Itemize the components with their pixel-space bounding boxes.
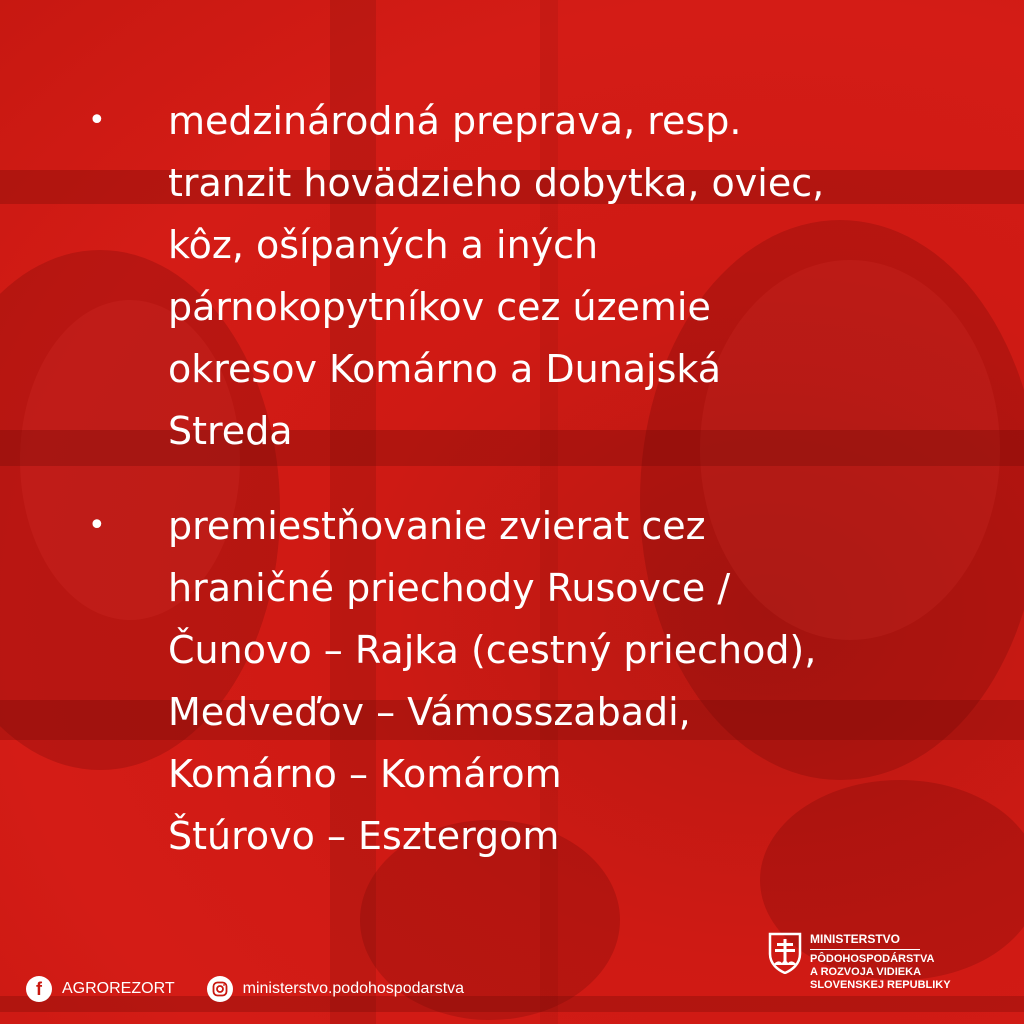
text-line: hraničné priechody Rusovce / bbox=[168, 566, 731, 610]
text-line: Medveďov – Vámosszabadi, bbox=[168, 690, 691, 734]
slovak-coat-of-arms-icon bbox=[768, 932, 802, 974]
facebook-icon: f bbox=[26, 976, 52, 1002]
text-line: Komárno – Komárom bbox=[168, 752, 562, 796]
ministry-line: SLOVENSKEJ REPUBLIKY bbox=[810, 979, 951, 991]
facebook-link[interactable] bbox=[26, 976, 175, 1002]
instagram-icon bbox=[207, 976, 233, 1002]
ministry-line: PÔDOHOSPODÁRSTVA bbox=[810, 953, 935, 965]
instagram-label: ministerstvo.podohospodarstva bbox=[242, 980, 465, 997]
ministry-name: MINISTERSTVO bbox=[810, 932, 920, 950]
text-line: kôz, ošípaných a iných bbox=[168, 223, 599, 267]
facebook-label: AGROREZORT bbox=[62, 980, 175, 997]
text-line: Štúrovo – Esztergom bbox=[168, 814, 560, 858]
list-item-text bbox=[168, 90, 968, 462]
bullet-icon: • bbox=[88, 103, 106, 138]
text-line: tranzit hovädzieho dobytka, oviec, bbox=[168, 161, 825, 205]
text-line: okresov Komárno a Dunajská bbox=[168, 347, 722, 391]
social-links bbox=[26, 974, 496, 1004]
ministry-line: A ROZVOJA VIDIEKA bbox=[810, 966, 922, 978]
text-line: premiestňovanie zvierat cez bbox=[168, 504, 706, 548]
ministry-logo bbox=[768, 932, 951, 992]
ministry-text bbox=[810, 932, 951, 992]
text-line: medzinárodná preprava, resp. bbox=[168, 99, 742, 143]
text-line: párnokopytníkov cez územie bbox=[168, 285, 711, 329]
bullet-icon: • bbox=[88, 508, 106, 543]
list-item-text bbox=[168, 495, 968, 867]
text-line: Streda bbox=[168, 409, 293, 453]
instagram-link[interactable] bbox=[207, 976, 464, 1002]
text-line: Čunovo – Rajka (cestný priechod), bbox=[168, 628, 817, 672]
